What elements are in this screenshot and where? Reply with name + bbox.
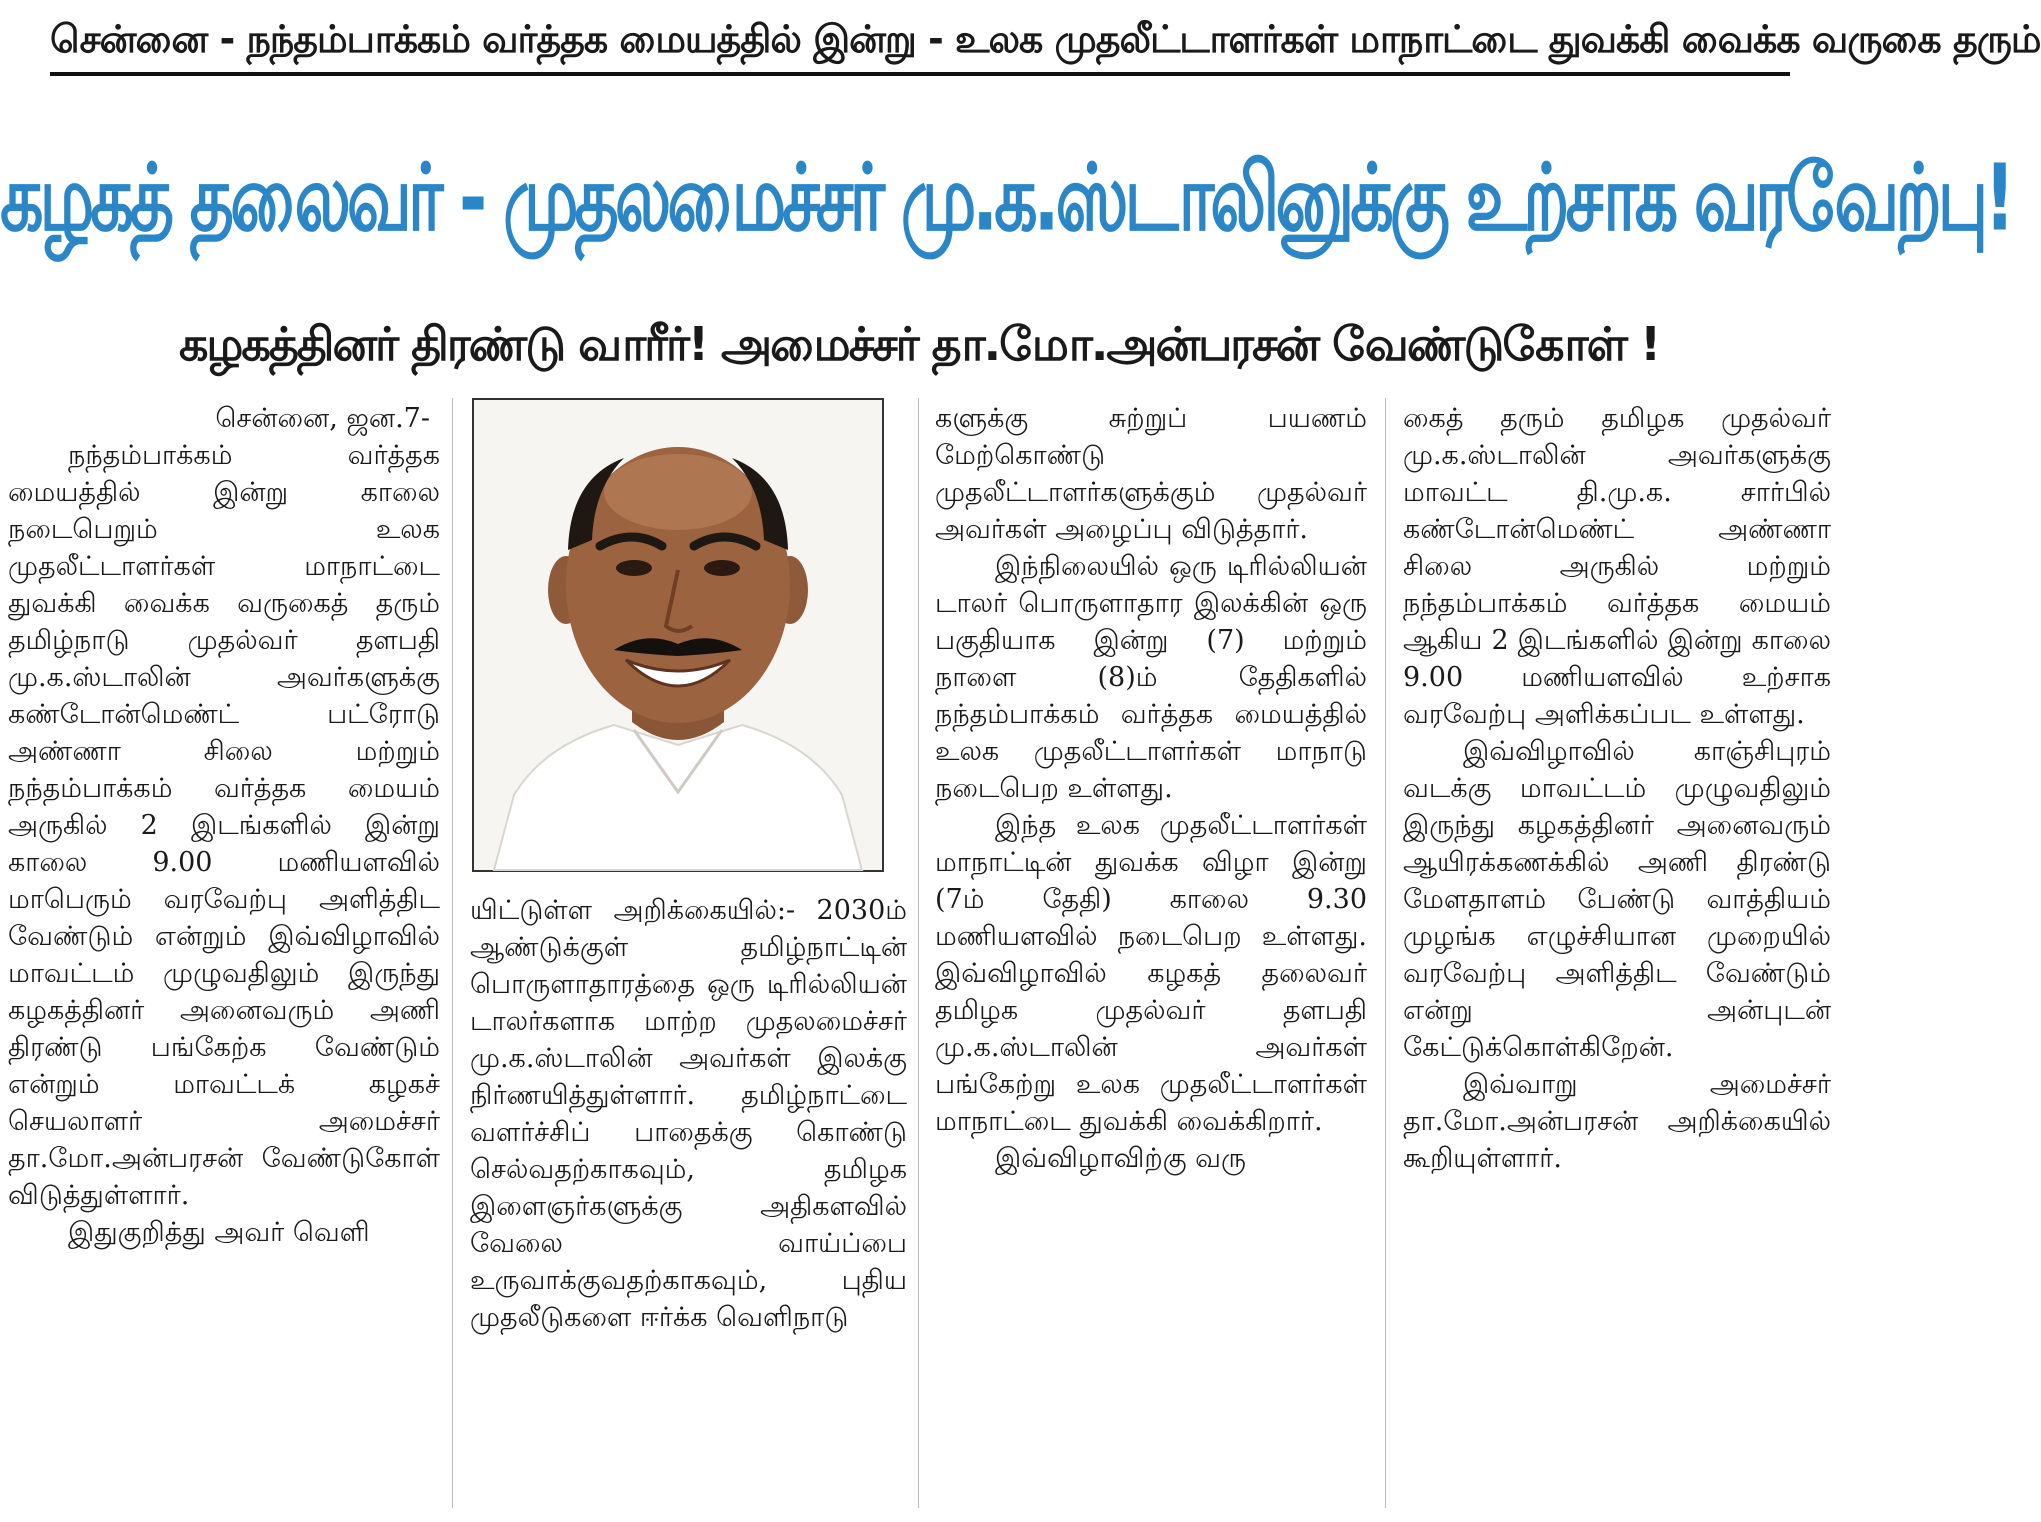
column-3-paragraph-1: களுக்கு சுற்றுப் பயணம் மேற்கொண்டு முதலீட்டாளர்களுக்கும் முதல்வர் அவர்கள் அழைப்பு விடுத்தார். <box>935 403 1367 545</box>
column-4-paragraph-2: இவ்விழாவில் காஞ்சிபுரம் வடக்கு மாவட்டம் முழுவதிலும் இருந்து கழகத்தினர் அனைவரும் ஆயிரக்கணக்கில் அணி திரண்டு மேளதாளம் பேண்டு வாத்தியம் முழங்க எழுச்சியான முறையில் வரவேற்பு அளித்திட வேண்டும் என்று அன்புடன் கேட்டுக்கொள்கிறேன். <box>1403 736 1831 1063</box>
column-rule <box>452 398 453 1508</box>
headline: கழகத் தலைவர் - முதலமைச்சர் மு.க.ஸ்டாலினுக்கு உற்சாக வரவேற்பு! <box>0 146 2012 253</box>
portrait-illustration <box>474 400 882 870</box>
subheadline: கழகத்தினர் திரண்டு வாரீர்! அமைச்சர் தா.மோ.அன்பரசன் வேண்டுகோள் ! <box>178 317 1660 371</box>
column-3-paragraph-3: இந்த உலக முதலீட்டாளர்கள் மாநாட்டின் துவக்க விழா இன்று (7ம் தேதி) காலை 9.30 மணியளவில் நடைபெற உள்ளது. இவ்விழாவில் கழகத் தலைவர் தமிழக முதல்வர் தளபதி மு.க.ஸ்டாலின் அவர்கள் பங்கேற்று உலக முதலீட்டாளர்கள் மாநாட்டை துவக்கி வைக்கிறார். <box>935 810 1367 1137</box>
column-rule <box>918 398 919 1508</box>
column-1-paragraph-2: இதுகுறித்து அவர் வெளி <box>68 1217 370 1248</box>
column-4-paragraph-1: கைத் தரும் தமிழக முதல்வர் மு.க.ஸ்டாலின் அவர்களுக்கு மாவட்ட தி.மு.க. சார்பில் கண்டோன்மெண்ட் அண்ணா சிலை அருகில் மற்றும் நந்தம்பாக்கம் வர்த்தக மையம் ஆகிய 2 இடங்களில் இன்று காலை 9.00 மணியளவில் உற்சாக வரவேற்பு அளிக்கப்பட உள்ளது. <box>1403 403 1831 730</box>
column-3-paragraph-2: இந்நிலையில் ஒரு டிரில்லியன் டாலர் பொருளாதார இலக்கின் ஒரு பகுதியாக இன்று (7) மற்றும் நாளை (8)ம் தேதிகளில் நந்தம்பாக்கம் வர்த்தக மையத்தில் உலக முதலீட்டாளர்கள் மாநாடு நடைபெற உள்ளது. <box>935 551 1367 804</box>
article-column-2 <box>470 892 907 1510</box>
column-2-paragraph-1: யிட்டுள்ள அறிக்கையில்:- 2030ம் ஆண்டுக்குள் தமிழ்நாட்டின் பொருளாதாரத்தை ஒரு டிரில்லியன் டாலர்களாக மாற்ற முதலமைச்சர் மு.க.ஸ்டாலின் அவர்கள் இலக்கு நிர்ணயித்துள்ளார். தமிழ்நாட்டை வளர்ச்சிப் பாதைக்கு கொண்டு செல்வதற்காகவும், தமிழக இளைஞர்களுக்கு அதிகளவில் வேலை வாய்ப்பை உருவாக்குவதற்காகவும், புதிய முதலீடுகளை ஈர்க்க வெளிநாடு <box>470 895 907 1333</box>
portrait-photo <box>472 398 884 872</box>
column-rule <box>1385 398 1386 1508</box>
article-column-3 <box>935 400 1367 1510</box>
column-3-paragraph-4: இவ்விழாவிற்கு வரு <box>995 1143 1247 1174</box>
article-column-4 <box>1403 400 1831 1510</box>
kicker-line: சென்னை - நந்தம்பாக்கம் வர்த்தக மையத்தில் இன்று - உலக முதலீட்டாளர்கள் மாநாட்டை துவக்கி வைக்க வருகை தரும் <box>50 6 1790 76</box>
dateline: சென்னை, ஜன.7- <box>215 403 430 434</box>
column-4-paragraph-3: இவ்வாறு அமைச்சர் தா.மோ.அன்பரசன் அறிக்கையில் கூறியுள்ளார். <box>1403 1069 1831 1174</box>
column-1-paragraph-1: நந்தம்பாக்கம் வர்த்தக மையத்தில் இன்று காலை நடைபெறும் உலக முதலீட்டாளர்கள் மாநாட்டை துவக்கி வைக்க வருகைத் தரும் தமிழ்நாடு முதல்வர் தளபதி மு.க.ஸ்டாலின் அவர்களுக்கு கண்டோன்மெண்ட் பட்ரோடு அண்ணா சிலை மற்றும் நந்தம்பாக்கம் வர்த்தக மையம் அருகில் 2 இடங்களில் இன்று காலை 9.00 மணியளவில் மாபெரும் வரவேற்பு அளித்திட வேண்டும் என்றும் இவ்விழாவில் மாவட்டம் முழுவதிலும் இருந்து கழகத்தினர் அனைவரும் அணி திரண்டு பங்கேற்க வேண்டும் என்றும் மாவட்டக் கழகச் செயலாளர் அமைச்சர் தா.மோ.அன்பரசன் வேண்டுகோள் விடுத்துள்ளார். <box>8 440 440 1211</box>
article-column-1 <box>8 400 440 1510</box>
